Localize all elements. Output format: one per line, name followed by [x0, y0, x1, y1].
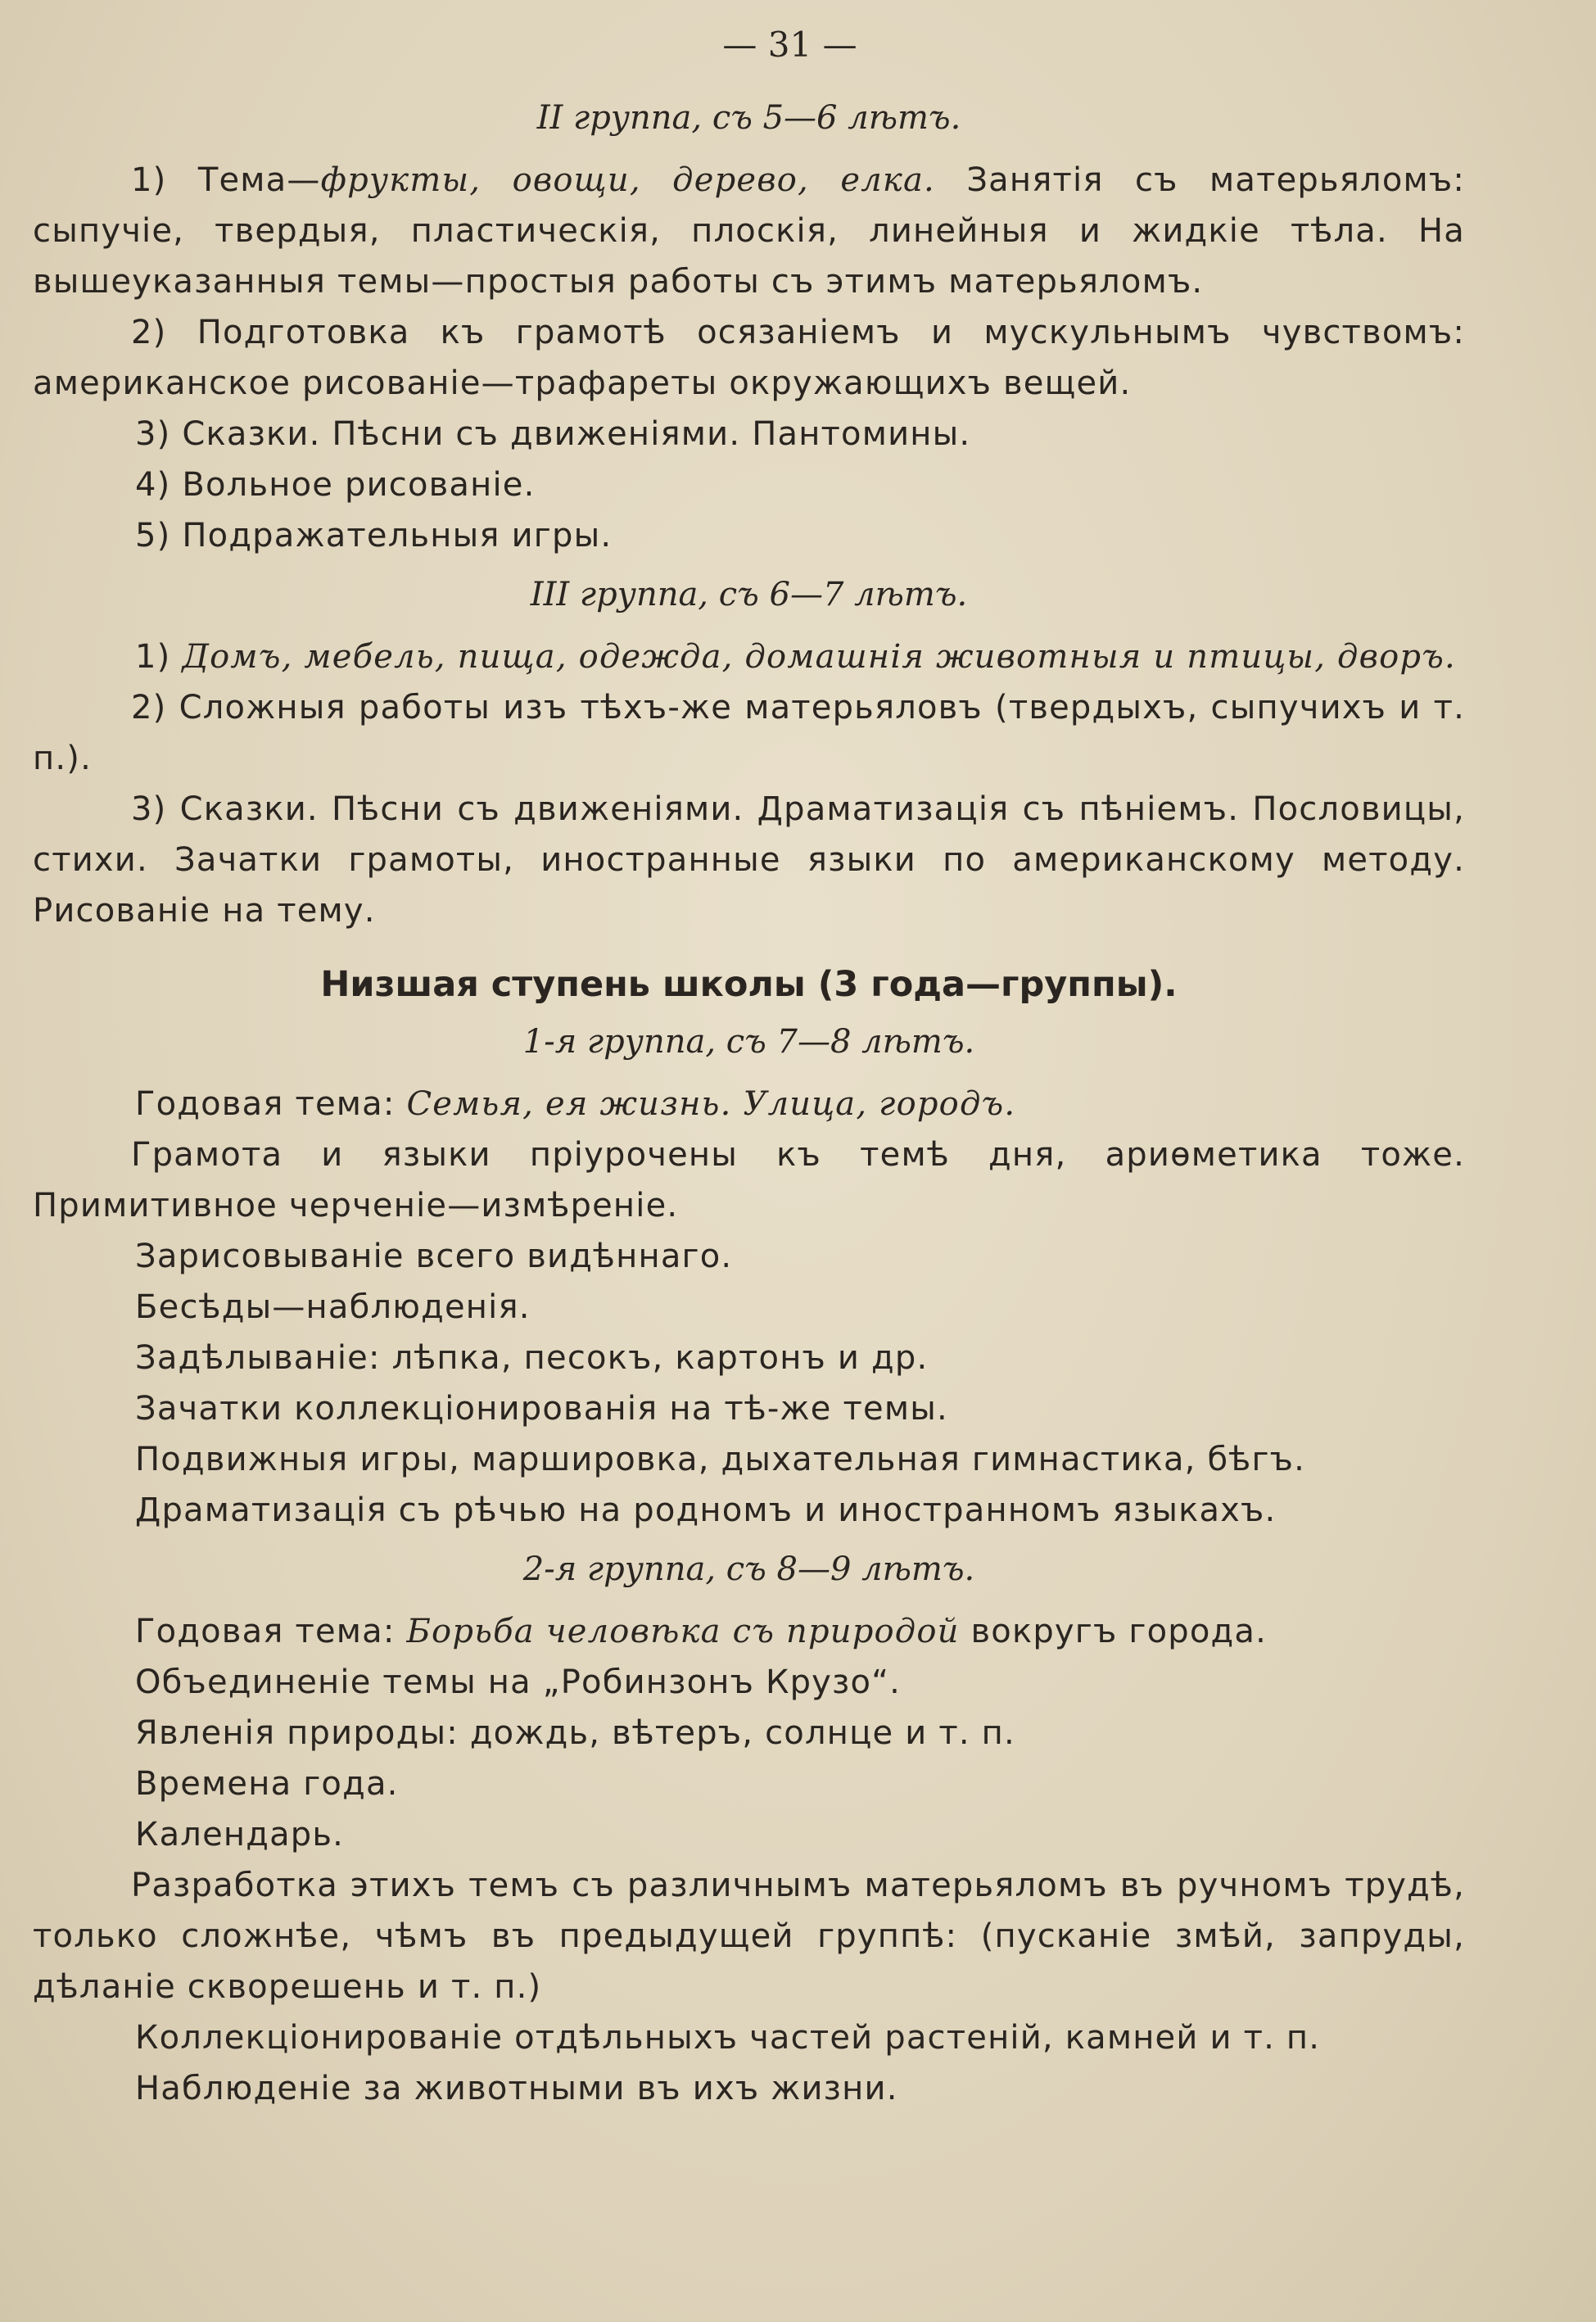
- group3-item1: 1) Домъ, мебель, пища, одежда, домашнія животныя и птицы, дворъ.: [135, 638, 1456, 676]
- lower-group1-heading: 1-я группа, съ 7—8 лѣтъ.: [522, 1023, 975, 1061]
- lower-group1-line1: Грамота и языки пріурочены къ темѣ дня, ариѳметика тоже. Примитивное черченіе—измѣреніе.: [33, 1136, 1465, 1224]
- lower-group1-theme: Годовая тема: Семья, ея жизнь. Улица, городъ.: [135, 1085, 1016, 1123]
- lower-group1-line2: Зарисовываніе всего видѣннаго.: [135, 1238, 733, 1275]
- lower-group2-line5: Разработка этихъ темъ съ различнымъ матерьяломъ въ ручномъ трудѣ, только сложнѣе, чѣмъ въ предыдущей группѣ: (пусканіе змѣй, запруды, дѣланіе скворешень и т. п.): [33, 1867, 1465, 2006]
- lower-group1-line5: Зачатки коллекціонированія на тѣ-же темы.: [135, 1390, 948, 1428]
- lower-group2-heading: 2-я группа, съ 8—9 лѣтъ.: [522, 1550, 975, 1588]
- lower-group2-line2: Явленія природы: дождь, вѣтеръ, солнце и т. п.: [135, 1714, 1015, 1752]
- lower-group1-line6: Подвижныя игры, маршировка, дыхательная гимнастика, бѣгъ.: [135, 1441, 1306, 1478]
- lower-group2-line4: Календарь.: [135, 1816, 345, 1854]
- page-number: — 31 —: [722, 25, 857, 65]
- lower-school-title: Низшая ступень школы (3 года—группы).: [320, 964, 1178, 1005]
- lower-group2-theme-italic: Борьба человѣка съ природой: [406, 1613, 960, 1650]
- group2-heading: II группа, съ 5—6 лѣтъ.: [536, 99, 961, 137]
- group2-item1-italic: фрукты, овощи, дерево, елка.: [320, 161, 935, 199]
- lower-group1-line7: Драматизація съ рѣчью на родномъ и иностранномъ языкахъ.: [135, 1491, 1277, 1529]
- lower-group2-theme: Годовая тема: Борьба человѣка съ природой вокругъ города.: [135, 1613, 1268, 1650]
- lower-group2-line7: Наблюденіе за животными въ ихъ жизни.: [135, 2070, 898, 2107]
- group2-item4: 4) Вольное рисованіе.: [135, 466, 536, 504]
- lower-group1-line3: Бесѣды—наблюденія.: [135, 1288, 531, 1326]
- group2-item2: 2) Подготовка къ грамотѣ осязаніемъ и мускульнымъ чувствомъ: американское рисованіе—трафареты окружающихъ вещей.: [33, 314, 1465, 402]
- group2-item1: 1) Тема—фрукты, овощи, дерево, елка. Занятія съ матерьяломъ: сыпучіе, твердыя, пластическія, плоскія, линейныя и жидкіе тѣла. На вышеуказанныя темы—простыя работы съ этимъ матерьяломъ.: [33, 161, 1466, 301]
- lower-group1-line4: Задѣлываніе: лѣпка, песокъ, картонъ и др.: [135, 1339, 929, 1377]
- group3-item1-italic: Домъ, мебель, пища, одежда, домашнія животныя и птицы, дворъ.: [182, 638, 1456, 676]
- lower-group1-theme-italic: Семья, ея жизнь. Улица, городъ.: [406, 1085, 1016, 1123]
- group3-item2: 2) Сложныя работы изъ тѣхъ-же матерьяловъ (твердыхъ, сыпучихъ и т. п.).: [33, 689, 1465, 777]
- group2-item3: 3) Сказки. Пѣсни съ движеніями. Пантомины.: [135, 415, 971, 453]
- lower-group2-line6: Коллекціонированіе отдѣльныхъ частей растеній, камней и т. п.: [135, 2019, 1321, 2057]
- group3-item3: 3) Сказки. Пѣсни съ движеніями. Драматизація съ пѣніемъ. Пословицы, стихи. Зачатки грамоты, иностранные языки по американскому методу. Рисованіе на тему.: [33, 790, 1465, 930]
- group2-item5: 5) Подражательныя игры.: [135, 517, 613, 554]
- lower-group2-line1: Объединеніе темы на „Робинзонъ Крузо“.: [135, 1663, 902, 1701]
- lower-group2-line3: Времена года.: [135, 1765, 399, 1803]
- group3-heading: III группа, съ 6—7 лѣтъ.: [530, 576, 968, 613]
